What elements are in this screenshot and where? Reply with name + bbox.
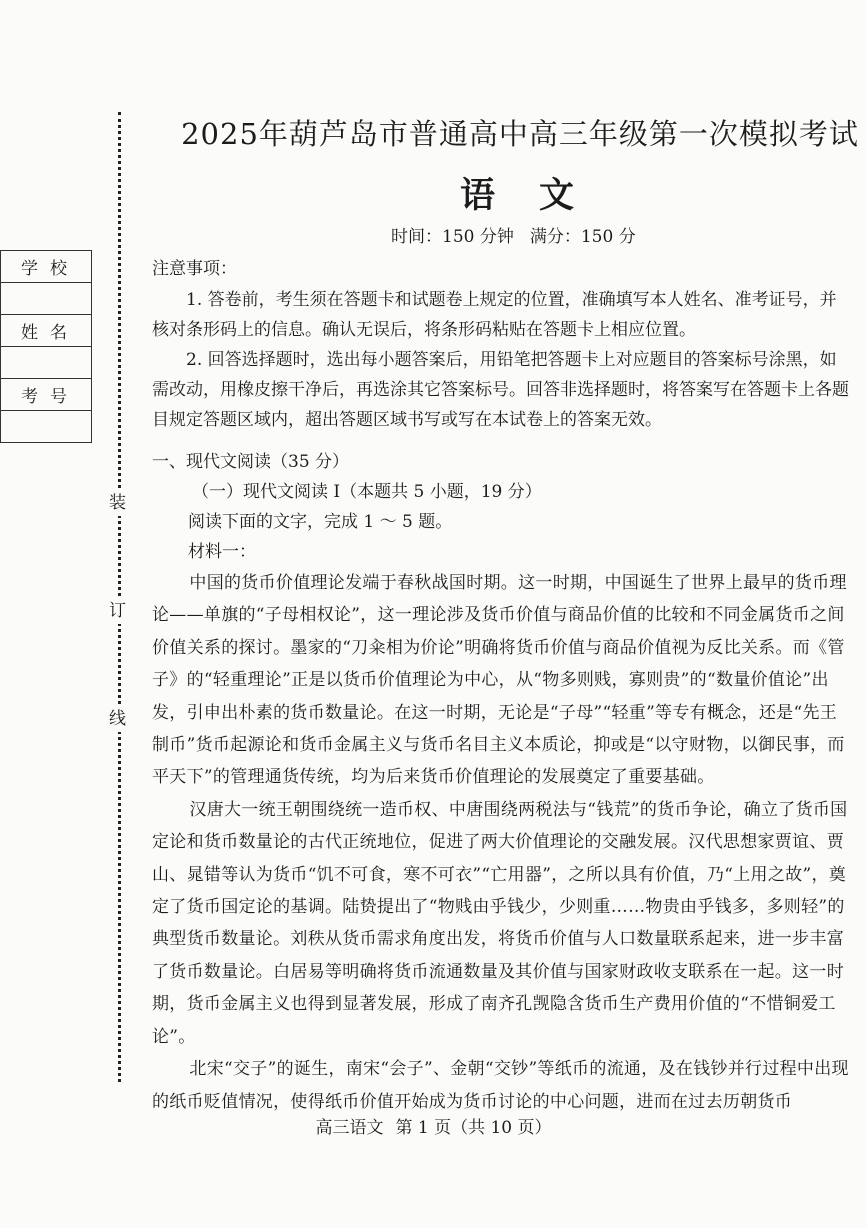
exam-content [152,254,852,1118]
sub-section-title: （一）现代文阅读 Ⅰ（本题共 5 小题，19 分） [192,482,542,502]
exam-score: 满分：150 分 [529,227,636,247]
exam-meta [391,222,636,247]
binding-char-ding: 订 [109,598,126,624]
school-label: 学校 [1,251,92,283]
subject-title: 语文 [460,175,619,216]
notice-item-2: 2. 回答选择题时，选出每小题答案后，用铅笔把答题卡上对应题目的答案标号涂黑，如需改动，用橡皮擦干净后，再选涂其它答案标号。回答非选择题时，将答案写在答题卡上各题目规定答题区域内，超出答题区域书写或写在本试卷上的答案无效。 [152,350,849,430]
exam-number-field[interactable] [1,411,92,443]
exam-title: 2025年葫芦岛市普通高中高三年级第一次模拟考试 [181,117,859,151]
material-paragraph: 汉唐大一统王朝围绕统一造币权、中唐围绕两税法与“钱荒”的货币争论，确立了货币国定论和货币数量论的古代正统地位，促进了两大价值理论的交融发展。汉代思想家贾谊、贾山、晁错等认为货币“饥不可食，寒不可衣”“亡用器”，之所以具有价值，乃“上用之故”，奠定了货币国定论的基调。陆贽提出了“物贱由乎钱少，少则重……物贵由乎钱多，多则轻”的典型货币数量论。刘秩从货币需求角度出发，将货币价值与人口数量联系起来，进一步丰富了货币数量论。白居易等明确将货币流通数量及其价值与国家财政收支联系在一起。这一时期，货币金属主义也得到显著发展，形成了南齐孔觊隐含货币生产费用价值的“不惜铜爱工论”。 [152,799,848,1047]
material-one-text [152,567,852,1118]
page-footer [0,1113,867,1138]
exam-number-label: 考号 [1,379,92,411]
footer-page-number: 第 1 页（共 10 页） [395,1118,552,1138]
name-label: 姓名 [1,315,92,347]
material-paragraph: 中国的货币价值理论发端于春秋战国时期。这一时期，中国诞生了世界上最早的货币理论——单旗的“子母相权论”，这一理论涉及货币价值与商品价值的比较和不同金属货币之间价值关系的探讨。墨家的“刀籴相为价论”明确将货币价值与商品价值视为反比关系。而《管子》的“轻重理论”正是以货币价值理论为中心，从“物多则贱，寡则贵”的“数量价值论”出发，引申出朴素的货币数量论。在这一时期，无论是“子母”“轻重”等专有概念，还是“先王制币”货币起源论和货币金属主义与货币名目主义本质论，抑或是“以守财物，以御民事，而平天下”的管理通货传统，均为后来货币价值理论的发展奠定了重要基础。 [152,573,847,788]
student-info-table [0,250,92,443]
school-field[interactable] [1,283,92,315]
binding-char-zhuang: 装 [109,490,126,516]
binding-char-xian: 线 [109,706,126,732]
footer-subject: 高三语文 [315,1118,384,1138]
notice-heading: 注意事项： [152,259,237,279]
reading-instruction: 阅读下面的文字，完成 1 ～ 5 题。 [188,512,453,532]
material-label: 材料一： [188,542,256,562]
section-title: 一、现代文阅读（35 分） [152,452,350,472]
binding-line [118,112,121,1082]
notice-item-1: 1. 答卷前，考生须在答题卡和试题卷上规定的位置，准确填写本人姓名、准考证号，并核对条形码上的信息。确认无误后，将条形码粘贴在答题卡上相应位置。 [152,290,837,340]
exam-time: 时间：150 分钟 [391,227,514,247]
material-paragraph: 北宋“交子”的诞生，南宋“会子”、金朝“交钞”等纸币的流通，及在钱钞并行过程中出现的纸币贬值情况，使得纸币价值开始成为货币讨论的中心问题，进而在过去历朝货币 [152,1059,849,1112]
name-field[interactable] [1,347,92,379]
